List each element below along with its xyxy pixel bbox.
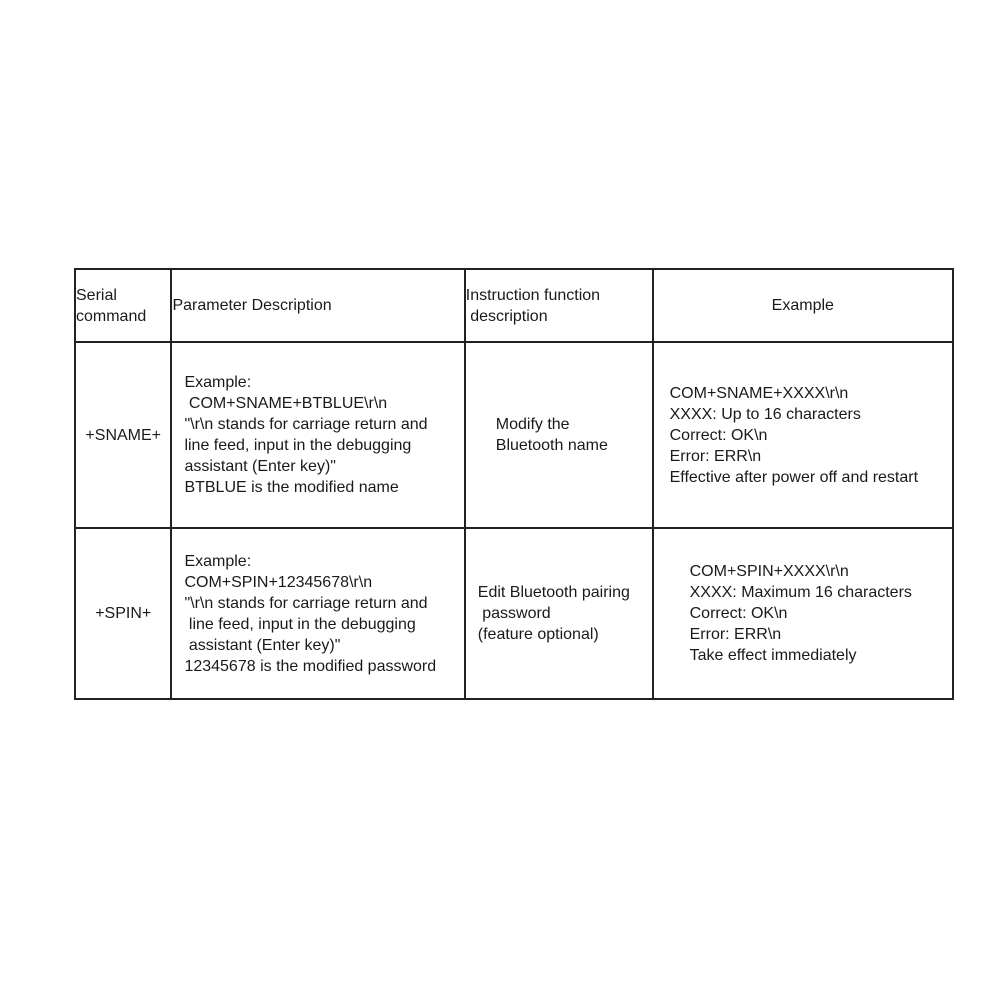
parameter-cell [171,528,464,699]
parameter-line: assistant (Enter key)" [184,458,336,475]
parameter-line: COM+SPIN+12345678\r\n [184,573,373,591]
header-text-line: command [76,307,147,325]
example-line: Error: ERR\n [689,626,782,643]
function-line: (feature optional) [477,626,599,643]
parameter-line: assistant (Enter key)" [184,636,341,654]
header-text-line: Instruction function [465,286,601,304]
parameter-line: "\r\n stands for carriage return and [184,416,428,433]
parameter-line: Example: [184,374,252,391]
function-cell [465,342,653,528]
example-line: Correct: OK\n [669,426,768,444]
example-line: XXXX: Up to 16 characters [669,405,861,423]
parameter-line: line feed, input in the debugging [184,615,416,633]
parameter-line: Example: [184,552,252,570]
header-text-line: Parameter Description [172,297,332,314]
example-line: COM+SNAME+XXXX\r\n [669,384,849,402]
function-line: Modify the [495,416,570,433]
example-line: Correct: OK\n [689,605,788,622]
parameter-line: 12345678 is the modified password [184,657,437,675]
header-serial-command [75,269,171,342]
example-line: XXXX: Maximum 16 characters [689,584,912,601]
command-cell [75,528,171,699]
header-text-line: description [465,307,548,325]
header-instruction-function [465,269,653,342]
function-line: Bluetooth name [495,437,608,454]
parameter-line: line feed, input in the debugging [184,437,412,454]
example-cell [653,528,953,699]
header-row [75,269,953,342]
header-text-line: Example [771,297,834,314]
function-cell [465,528,653,699]
example-line: Take effect immediately [689,647,857,664]
table-row-sname [75,342,953,528]
header-parameter-description [171,269,464,342]
parameter-line: COM+SNAME+BTBLUE\r\n [184,395,388,412]
parameter-line: BTBLUE is the modified name [184,479,399,496]
header-example [653,269,953,342]
example-cell [653,342,953,528]
command-text: +SPIN+ [95,605,152,622]
example-line: Error: ERR\n [669,447,762,465]
table-row-spin [75,528,953,699]
example-line: COM+SPIN+XXXX\r\n [689,563,849,580]
command-text: +SNAME+ [85,426,162,444]
example-line: Effective after power off and restart [669,468,919,486]
header-text-line: Serial [76,286,117,304]
serial-command-table [74,268,954,700]
parameter-line: "\r\n stands for carriage return and [184,594,428,612]
parameter-cell [171,342,464,528]
command-cell [75,342,171,528]
function-line: Edit Bluetooth pairing [477,584,630,601]
function-line: password [477,605,551,622]
